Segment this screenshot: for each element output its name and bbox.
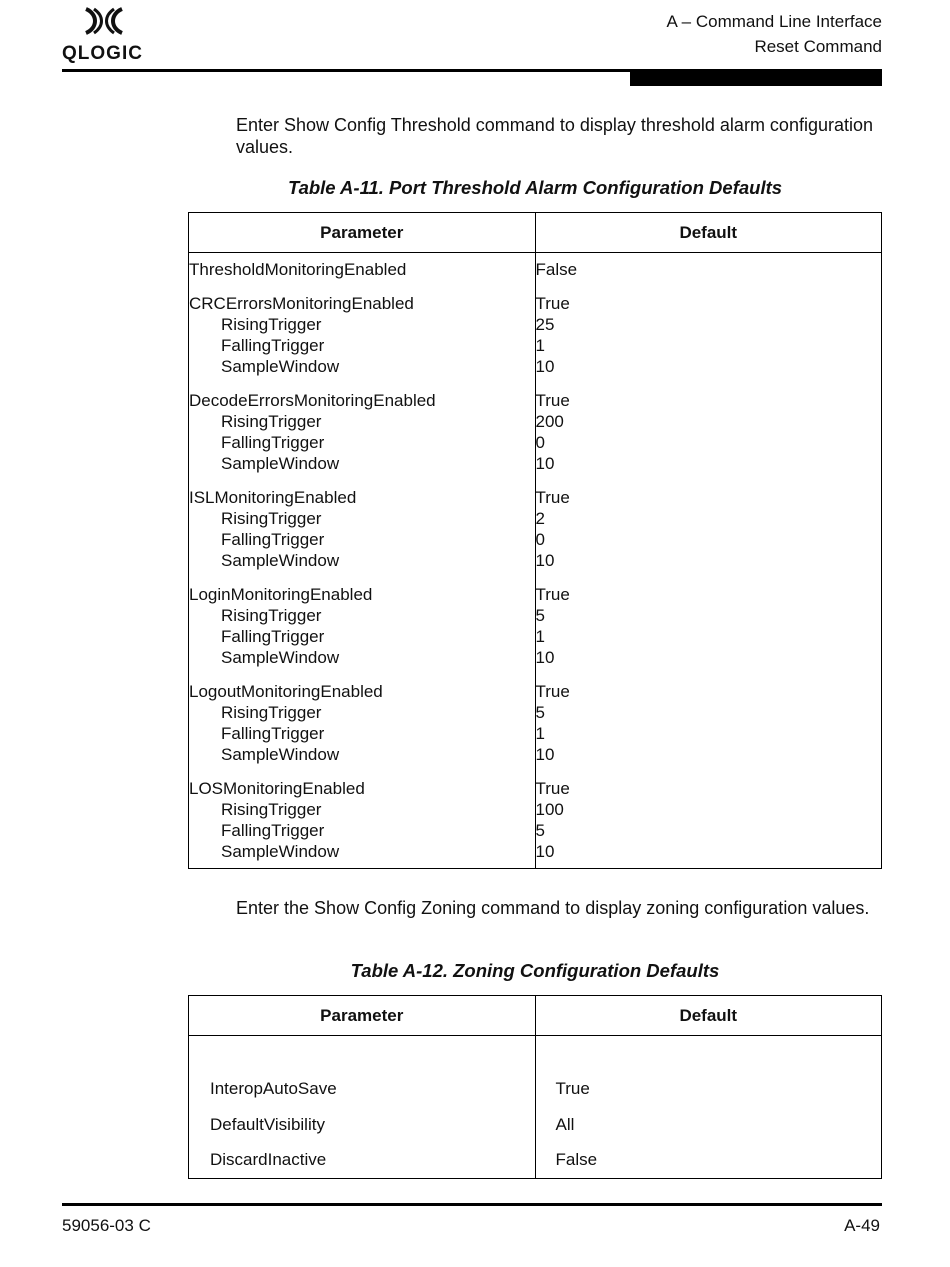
table-row [189,1072,882,1108]
parameter-cell: FallingTrigger [221,336,325,355]
parameter-group [189,259,535,280]
default-cell: True [535,294,570,313]
default-cell: 2 [535,509,545,528]
parameter-cell: FallingTrigger [221,433,325,452]
default-cell: 10 [535,648,555,667]
default-group [536,681,882,765]
column-header-default: Default [535,213,882,253]
table-caption: Table A-12. Zoning Configuration Defaults [350,960,720,981]
parameter-group [189,390,535,474]
parameter-cell: SampleWindow [221,551,340,570]
table-row [189,1107,882,1143]
default-cell: 1 [535,724,545,743]
zoning-defaults-table [188,995,882,1179]
table-row [189,1143,882,1179]
default-cell: False [535,1143,882,1179]
default-group [536,259,882,280]
default-cell: 5 [535,821,545,840]
logo-text: QLOGIC [62,43,143,64]
footer-rule [62,1203,882,1206]
default-cell: 5 [535,606,545,625]
default-cell: 5 [535,703,545,722]
parameter-cell: RisingTrigger [221,315,322,334]
table-header-row [189,996,882,1036]
default-cell: 10 [535,357,555,376]
default-cell: False [535,260,578,279]
parameter-cell: InteropAutoSave [189,1072,536,1108]
parameter-cell: FallingTrigger [221,530,325,549]
parameter-cell: DecodeErrorsMonitoringEnabled [189,391,436,410]
parameter-group [189,584,535,668]
column-header-parameter: Parameter [189,213,536,253]
default-cell: 10 [535,454,555,473]
default-cell: All [535,1107,882,1143]
column-header-default: Default [535,996,882,1036]
default-cell: 1 [535,336,545,355]
parameter-cell: SampleWindow [221,648,340,667]
default-cell: True [535,585,570,604]
parameter-cell: SampleWindow [221,842,340,861]
threshold-defaults-table [188,212,882,869]
qlogic-logo [62,6,152,62]
parameter-cell: RisingTrigger [221,606,322,625]
default-cell: True [535,779,570,798]
default-cell: True [535,391,570,410]
default-group [536,487,882,571]
page-number: A-49 [844,1216,880,1235]
section-title: Reset Command [754,37,882,56]
parameter-cell: SampleWindow [221,454,340,473]
default-cell: 1 [535,627,545,646]
default-group [536,778,882,862]
parameter-cell: CRCErrorsMonitoringEnabled [189,294,414,313]
default-group [536,390,882,474]
parameter-cell: LogoutMonitoringEnabled [189,682,383,701]
default-cell: 100 [535,800,564,819]
parameter-cell: RisingTrigger [221,800,322,819]
parameter-cell: RisingTrigger [221,703,322,722]
parameter-group [189,778,535,862]
default-cell: 200 [535,412,564,431]
default-cell: 25 [535,315,555,334]
parameter-column [189,253,536,869]
parameter-cell: DefaultVisibility [189,1107,536,1143]
default-cell: True [535,682,570,701]
parameter-cell: SampleWindow [221,357,340,376]
chapter-title: A – Command Line Interface [666,12,882,31]
table-header-row [189,213,882,253]
default-cell: 0 [535,530,545,549]
default-cell: True [535,488,570,507]
parameter-cell: LoginMonitoringEnabled [189,585,373,604]
running-header [667,9,882,59]
parameter-group [189,681,535,765]
parameter-cell: FallingTrigger [221,821,325,840]
parameter-cell: FallingTrigger [221,724,325,743]
header-tab-bar [630,72,882,86]
default-cell: 10 [535,551,555,570]
parameter-cell: ThresholdMonitoringEnabled [189,260,407,279]
parameter-group [189,293,535,377]
table-caption: Table A-11. Port Threshold Alarm Configuration Defaults [287,177,783,198]
parameter-cell: ISLMonitoringEnabled [189,488,357,507]
intro-paragraph-threshold: Enter Show Config Threshold command to display threshold alarm configuration values. [236,115,874,157]
parameter-cell: DiscardInactive [189,1143,536,1179]
column-header-parameter: Parameter [189,996,536,1036]
default-cell: 0 [535,433,545,452]
default-cell: 10 [535,842,555,861]
default-cell: True [535,1072,882,1108]
table-row [189,253,882,869]
table-row [189,1036,882,1072]
document-number: 59056-03 C [62,1216,151,1235]
parameter-cell: RisingTrigger [221,412,322,431]
intro-paragraph-zoning: Enter the Show Config Zoning command to display zoning configuration values. [236,898,870,918]
default-group [536,584,882,668]
default-group [536,293,882,377]
parameter-group [189,487,535,571]
parameter-cell: FallingTrigger [221,627,325,646]
parameter-cell: LOSMonitoringEnabled [189,779,365,798]
parameter-cell: SampleWindow [221,745,340,764]
parameter-cell: RisingTrigger [221,509,322,528]
default-column [535,253,882,869]
qlogic-logo-icon [82,6,126,36]
default-cell: 10 [535,745,555,764]
